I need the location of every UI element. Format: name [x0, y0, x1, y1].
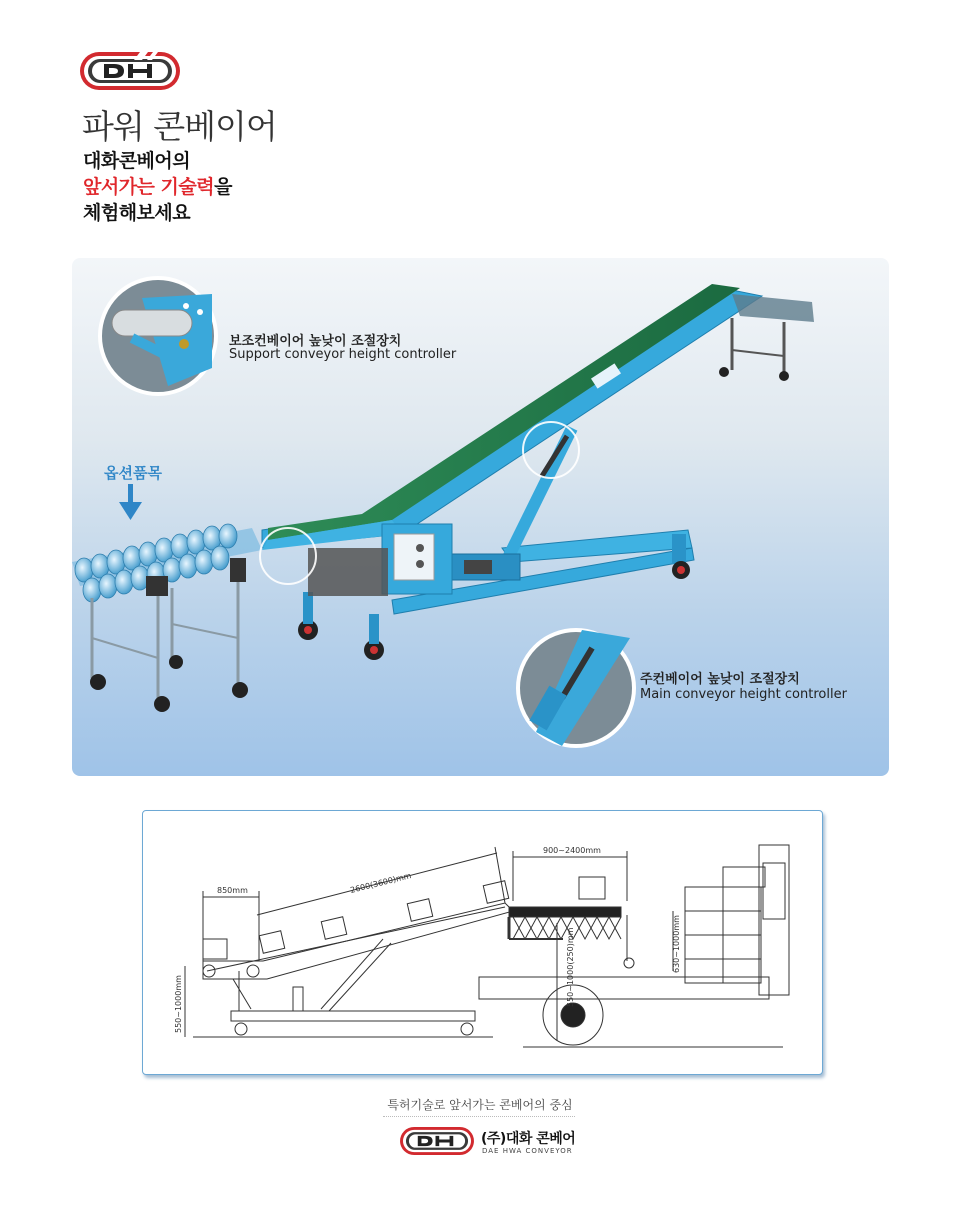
support-controller-detail	[100, 278, 216, 394]
product-photo-panel	[72, 258, 889, 776]
company-name-ko: (주)대화 콘베어	[481, 1131, 576, 1147]
product-title: 파워 콘베이어	[82, 107, 277, 146]
company-name-en: DAE HWA CONVEYOR	[482, 1147, 573, 1155]
roller-conveyor	[72, 524, 262, 712]
dim-extension: 900~2400mm	[543, 846, 601, 855]
option-label: 옵션품목	[104, 464, 162, 482]
footer-divider	[383, 1116, 575, 1117]
tagline-highlight: 앞서가는 기술력	[83, 176, 215, 198]
arrow-down-icon	[119, 484, 142, 520]
footer-slogan: 특허기술로 앞서가는 콘베어의 중심	[387, 1098, 573, 1112]
dimension-diagram	[143, 811, 822, 1074]
dim-height-left: 550~1000mm	[174, 975, 183, 1033]
dh-logo-footer	[398, 1124, 476, 1158]
tagline-line3: 체험해보세요	[83, 202, 191, 224]
callout-main-ko: 주컨베이어 높낮이 조절장치	[640, 672, 800, 687]
callout-support-ko: 보조컨베이어 높낮이 조절장치	[229, 334, 402, 349]
dim-height-mid: 550~1000(250)mm	[566, 927, 575, 1007]
tagline-line2	[83, 172, 232, 199]
dh-logo	[78, 48, 182, 94]
tagline-line2-rest: 을	[214, 176, 232, 198]
dim-length: 2600(3600)mm	[349, 871, 413, 895]
callout-support-en: Support conveyor height controller	[229, 347, 457, 362]
dimension-diagram-panel	[142, 810, 823, 1075]
main-controller-detail	[518, 630, 634, 746]
dim-850: 850mm	[217, 886, 248, 895]
callout-main-en: Main conveyor height controller	[640, 687, 847, 702]
dim-height-right: 630~1000mm	[672, 915, 681, 973]
tagline-line1: 대화콘베어의	[83, 150, 191, 172]
